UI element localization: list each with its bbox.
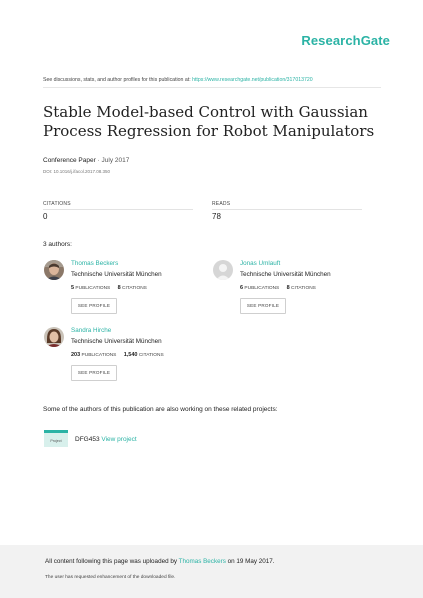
- user-placeholder-icon: [213, 260, 233, 280]
- project-icon[interactable]: [44, 430, 68, 447]
- researchgate-logo[interactable]: ResearchGate: [301, 33, 390, 48]
- project-thumb-label: Project: [50, 439, 62, 443]
- citations-value: 0: [43, 212, 48, 221]
- author-publications-count: 5: [71, 285, 75, 291]
- paper-type: Conference Paper: [43, 157, 96, 164]
- author-card: [44, 327, 204, 383]
- upload-notice: [45, 558, 275, 565]
- author-citations-label: CITATIONS: [138, 353, 164, 358]
- reads-divider: [212, 209, 362, 210]
- citations-label: CITATIONS: [43, 201, 71, 207]
- author-stats: [71, 285, 147, 291]
- see-profile-button[interactable]: SEE PROFILE: [240, 298, 286, 314]
- author-avatar[interactable]: [44, 327, 64, 347]
- see-profile-button[interactable]: SEE PROFILE: [71, 298, 117, 314]
- author-photo-icon: [44, 260, 64, 280]
- author-publications-count: 203: [71, 352, 81, 358]
- project-entry: [75, 436, 137, 443]
- author-institution: Technische Universität München: [240, 271, 331, 278]
- paper-title: Stable Model-based Control with Gaussian Process Regression for Robot Manipulators: [43, 103, 375, 140]
- author-citations-label: CITATIONS: [122, 286, 147, 291]
- author-citations-count: 8: [117, 285, 121, 291]
- discussion-text: See discussions, stats, and author profiles for this publication at:: [43, 77, 193, 83]
- see-profile-button[interactable]: SEE PROFILE: [71, 365, 117, 381]
- author-avatar[interactable]: [213, 260, 233, 280]
- paper-meta: [43, 157, 129, 164]
- upload-prefix: All content following this page was uploaded by: [45, 558, 179, 565]
- enhancement-note: The user has requested enhancement of the downloaded file.: [45, 575, 176, 580]
- author-photo-icon: [44, 327, 64, 347]
- related-projects-heading: Some of the authors of this publication are also working on these related projects:: [43, 406, 278, 413]
- author-institution: Technische Universität München: [71, 338, 162, 345]
- author-publications-count: 6: [240, 285, 244, 291]
- project-name: DFG453: [75, 436, 100, 443]
- author-name[interactable]: Jonas Umlauft: [240, 260, 281, 267]
- paper-doi[interactable]: DOI: 10.1016/j.ifacol.2017.08.350: [43, 169, 111, 174]
- meta-separator: ·: [95, 157, 102, 164]
- discussion-notice: [43, 77, 313, 83]
- author-card: [213, 260, 373, 316]
- authors-heading: 3 authors:: [43, 241, 72, 248]
- author-publications-label: PUBLICATIONS: [75, 286, 111, 291]
- author-citations-count: 8: [286, 285, 290, 291]
- author-name[interactable]: Thomas Beckers: [71, 260, 119, 267]
- upload-suffix: on 19 May 2017.: [225, 558, 275, 565]
- author-name[interactable]: Sandra Hirche: [71, 327, 112, 334]
- author-stats: [240, 285, 316, 291]
- author-institution: Technische Universität München: [71, 271, 162, 278]
- reads-label: READS: [212, 201, 231, 207]
- reads-value: 78: [212, 212, 221, 221]
- header-divider: [43, 87, 381, 88]
- author-card: [44, 260, 204, 316]
- author-publications-label: PUBLICATIONS: [244, 286, 280, 291]
- author-avatar[interactable]: [44, 260, 64, 280]
- paper-date: July 2017: [101, 157, 130, 164]
- author-publications-label: PUBLICATIONS: [81, 353, 117, 358]
- uploader-link[interactable]: Thomas Beckers: [178, 558, 226, 565]
- citations-divider: [43, 209, 193, 210]
- author-citations-label: CITATIONS: [291, 286, 316, 291]
- view-project-link[interactable]: View project: [101, 436, 137, 443]
- author-citations-count: 1,540: [123, 352, 138, 358]
- author-stats: [71, 352, 164, 358]
- publication-link[interactable]: https://www.researchgate.net/publication/317013720: [192, 77, 313, 83]
- footer: [0, 545, 423, 598]
